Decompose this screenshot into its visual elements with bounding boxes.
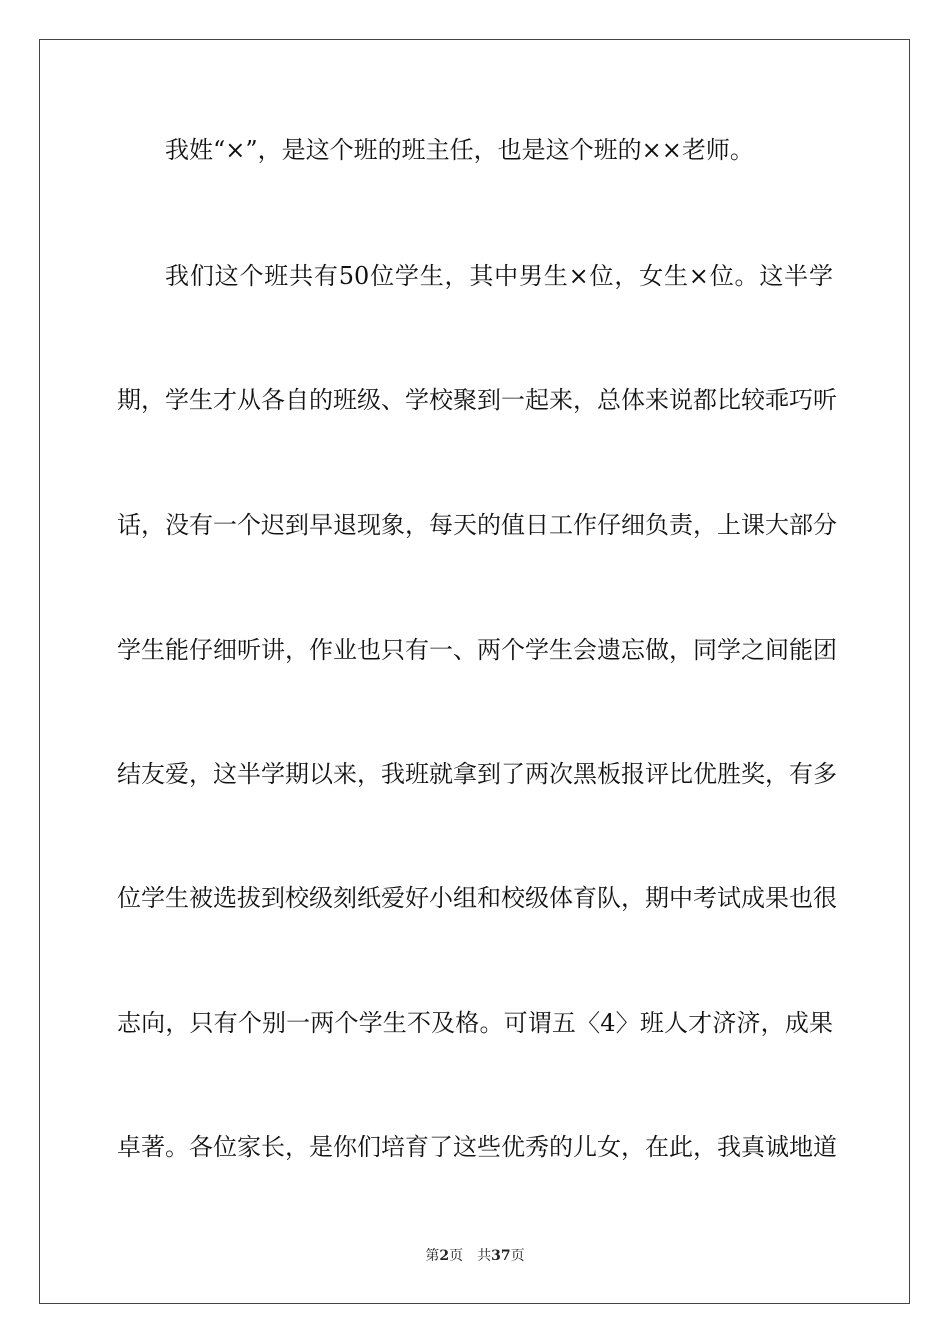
footer-total-suffix: 页 <box>510 1248 525 1264</box>
text-line-3: 期，学生才从各自的班级、学校聚到一起来，总体来说都比较乖巧听 <box>117 386 837 414</box>
text-line-6: 结友爱，这半学期以来，我班就拿到了两次黑板报评比优胜奖，有多 <box>117 760 837 788</box>
footer-total-pages: 37 <box>491 1248 511 1264</box>
text-line-9: 卓著。各位家长，是你们培育了这些优秀的儿女，在此，我真诚地道 <box>117 1133 837 1161</box>
text-line-4: 话，没有一个迟到早退现象，每天的值日工作仔细负责，上课大部分 <box>117 511 837 539</box>
text-line-2: 我们这个班共有50位学生，其中男生×位，女生×位。这半学 <box>165 262 833 290</box>
page-border <box>39 39 910 1304</box>
footer-total-prefix: 共 <box>477 1248 492 1264</box>
text-line-7: 位学生被选拔到校级刻纸爱好小组和校级体育队，期中考试成果也很 <box>117 884 837 912</box>
footer-page-number: 2 <box>439 1248 450 1264</box>
text-line-5: 学生能仔细听讲，作业也只有一、两个学生会遗忘做，同学之间能团 <box>117 636 837 664</box>
page-footer <box>0 1247 950 1265</box>
footer-page-suffix: 页 <box>449 1248 464 1264</box>
text-line-1: 我姓“×”，是这个班的班主任，也是这个班的××老师。 <box>165 136 754 164</box>
text-line-8: 志向，只有个别一两个学生不及格。可谓五〈4〉班人才济济，成果 <box>117 1009 833 1037</box>
footer-page-prefix: 第 <box>425 1248 440 1264</box>
